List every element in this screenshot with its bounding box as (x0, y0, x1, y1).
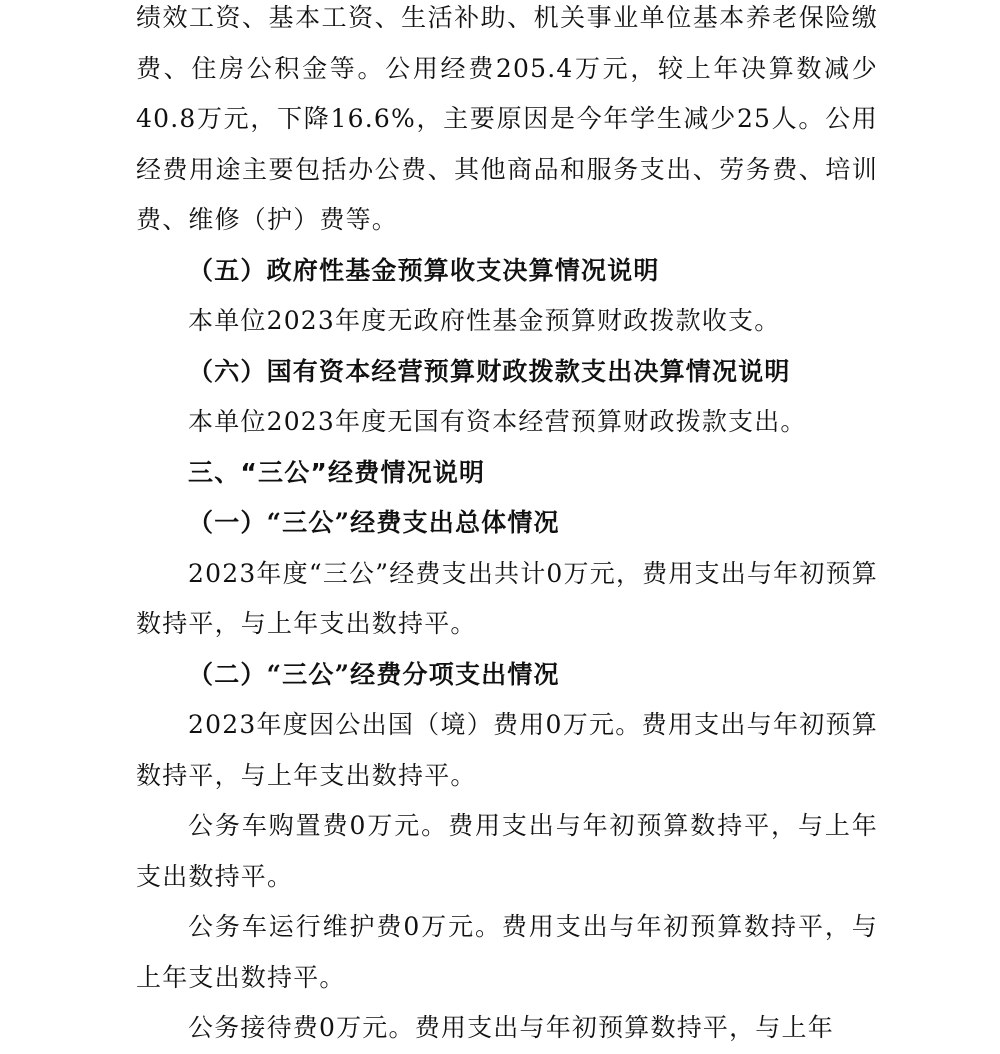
paragraph-official-reception: 公务接待费0万元。费用支出与年初预算数持平，与上年 (188, 1013, 834, 1042)
heading-state-capital-budget: （六）国有资本经营预算财政拨款支出决算情况说明 (188, 356, 791, 386)
heading-government-fund-budget: （五）政府性基金预算收支决算情况说明 (188, 255, 660, 285)
paragraph-no-state-capital: 本单位2023年度无国有资本经营预算财政拨款支出。 (188, 407, 807, 436)
paragraph-vehicle-maintenance: 公务车运行维护费0万元。费用支出与年初预算数持平，与上年支出数持平。 (136, 912, 878, 992)
heading-overall-three-public: （一）“三公”经费支出总体情况 (188, 508, 560, 537)
paragraph-overseas-travel: 2023年度因公出国（境）费用0万元。费用支出与年初预算数持平，与上年支出数持平。 (136, 710, 878, 790)
paragraph-overall-three-public: 2023年度“三公”经费支出共计0万元，费用支出与年初预算数持平，与上年支出数持平。 (136, 558, 878, 638)
heading-three-public-expenses: 三、“三公”经费情况说明 (188, 457, 486, 487)
heading-itemized-three-public: （二）“三公”经费分项支出情况 (188, 659, 560, 689)
document-page (136, 0, 878, 1054)
paragraph-no-government-fund: 本单位2023年度无政府性基金预算财政拨款收支。 (188, 306, 781, 335)
paragraph-vehicle-purchase: 公务车购置费0万元。费用支出与年初预算数持平，与上年支出数持平。 (136, 811, 878, 891)
paragraph-public-expenses: 绩效工资、基本工资、生活补助、机关事业单位基本养老保险缴费、住房公积金等。公用经费205.4万元，较上年决算数减少40.8万元，下降16.6%，主要原因是今年学生减少25人。公用经费用途主要包括办公费、其他商品和服务支出、劳务费、培训费、维修（护）费等。 (136, 3, 878, 234)
